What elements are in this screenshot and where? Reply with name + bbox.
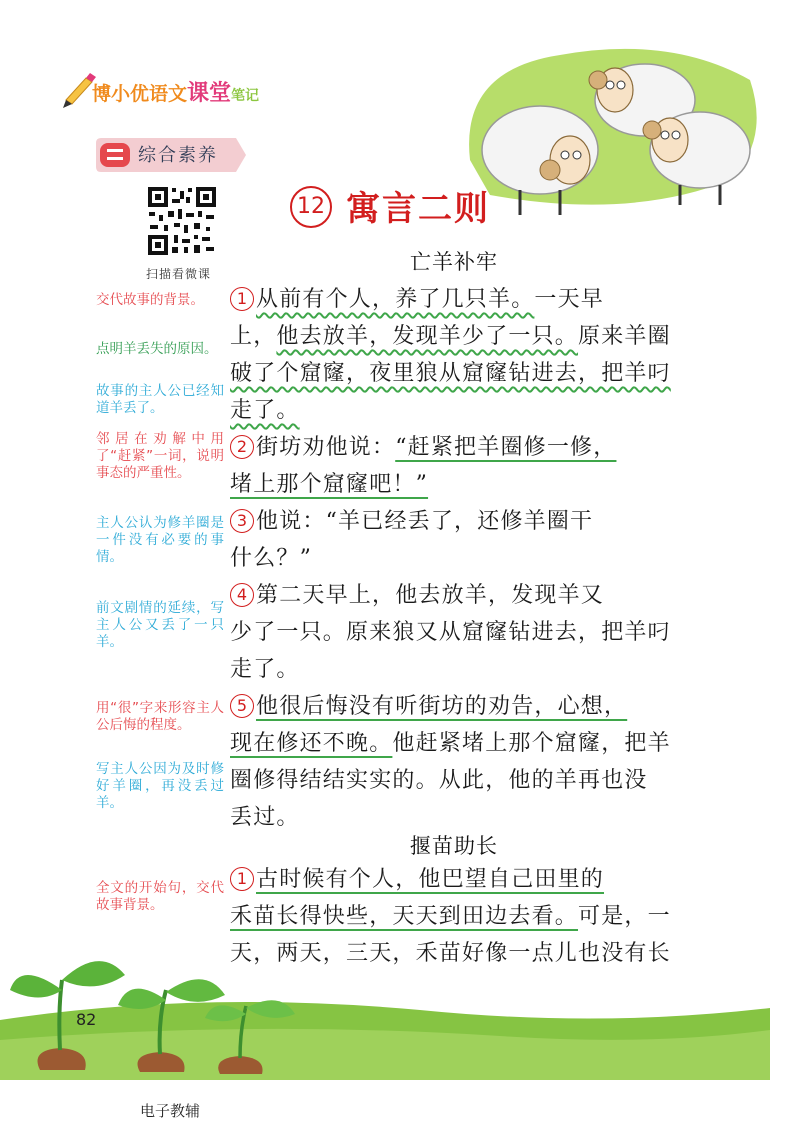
logo-part2: 课堂 xyxy=(187,81,232,106)
text-line xyxy=(230,397,680,425)
text-line xyxy=(230,508,680,536)
text-run: 圈修得结结实实的。从此，他的羊再也没 xyxy=(230,768,648,793)
story-title-2: 揠苗助长 xyxy=(410,834,498,858)
story-title-1: 亡羊补牢 xyxy=(410,250,498,274)
paragraph-number: 1 xyxy=(230,287,254,311)
text-line xyxy=(230,767,680,795)
text-run: 什么？” xyxy=(230,546,313,571)
margin-note: 写主人公因为及时修好羊圈，再没丢过羊。 xyxy=(96,761,224,811)
underlined-text: 禾苗长得快些，天天到田边去看。 xyxy=(230,904,579,929)
text-run: 他说：“羊已经丢了，还修羊圈干 xyxy=(256,509,594,534)
text-run: 他赶紧堵上那个窟窿，把羊 xyxy=(392,731,671,756)
text-run: 丢过。 xyxy=(230,805,300,830)
text-line xyxy=(230,619,680,647)
margin-note: 故事的主人公已经知道羊丢了。 xyxy=(96,383,224,416)
underlined-text: 他去放羊，发现羊少了一只。 xyxy=(276,324,579,349)
text-line xyxy=(230,471,680,499)
underlined-text: 从前有个人，养了几只羊。 xyxy=(256,287,535,312)
text-line xyxy=(230,866,680,894)
text-run: 原来羊圈 xyxy=(578,324,671,349)
margin-note: 交代故事的背景。 xyxy=(96,292,204,308)
text-run: 上， xyxy=(230,324,277,349)
paragraph-number: 1 xyxy=(230,867,254,891)
text-line xyxy=(230,804,680,832)
underlined-text: 他很后悔没有听街坊的劝告，心想， xyxy=(256,694,628,719)
text-run: 可是，一 xyxy=(578,904,671,929)
logo-part3: 笔记 xyxy=(231,88,260,104)
text-line xyxy=(230,360,680,388)
margin-note: 邻居在劝解中用了“赶紧”一词，说明事态的严重性。 xyxy=(96,431,224,481)
text-line xyxy=(230,323,680,351)
underlined-text: 堵上那个窟窿吧！” xyxy=(230,472,429,497)
paragraph-number: 3 xyxy=(230,509,254,533)
page-number: 82 xyxy=(76,1010,97,1029)
paragraph-number: 4 xyxy=(230,583,254,607)
brand-logo-text xyxy=(92,76,259,107)
text-run: 天，两天，三天，禾苗好像一点儿也没有长 xyxy=(230,941,671,966)
qr-caption: 扫描看微课 xyxy=(146,267,212,281)
section-label: 综合素养 xyxy=(138,145,218,166)
lesson-number-badge: 12 xyxy=(290,186,332,228)
text-line xyxy=(230,693,680,721)
margin-note: 点明羊丢失的原因。 xyxy=(96,341,218,357)
underlined-text: 古时候有个人，他巴望自己田里的 xyxy=(256,867,605,892)
margin-note: 用“很”字来形容主人公后悔的程度。 xyxy=(96,700,224,733)
text-line xyxy=(230,730,680,758)
paragraph-number: 2 xyxy=(230,435,254,459)
lesson-title: 寓言二则 xyxy=(346,189,490,229)
text-line xyxy=(230,656,680,684)
underlined-text: 走了。 xyxy=(230,398,300,423)
text-run: 一天早 xyxy=(534,287,605,312)
underlined-text: 破了个窟窿，夜里狼从窟窿钻进去，把羊叼 xyxy=(230,361,671,386)
text-line xyxy=(230,903,680,931)
text-line xyxy=(230,545,680,573)
margin-note: 主人公认为修羊圈是一件没有必要的事情。 xyxy=(96,515,224,565)
text-run: 街坊劝他说： xyxy=(256,435,396,460)
text-run: 走了。 xyxy=(230,657,300,682)
seedling-ground-illustration xyxy=(0,950,800,1080)
underlined-text: “赶紧把羊圈修一修， xyxy=(395,435,617,460)
text-line xyxy=(230,434,680,462)
text-run: 少了一只。原来狼又从窟窿钻进去，把羊叼 xyxy=(230,620,671,645)
logo-part1: 博小优语文 xyxy=(92,83,188,105)
text-line xyxy=(230,286,680,314)
footer-label: 电子教辅 xyxy=(140,1102,201,1120)
text-run: 第二天早上，他去放羊，发现羊又 xyxy=(256,583,605,608)
underlined-text: 现在修还不晚。 xyxy=(230,731,393,756)
paragraph-number: 5 xyxy=(230,694,254,718)
qr-code-icon[interactable] xyxy=(146,185,218,257)
text-line xyxy=(230,582,680,610)
margin-note: 全文的开始句，交代故事背景。 xyxy=(96,880,224,913)
margin-note: 前文剧情的延续，写主人公又丢了一只羊。 xyxy=(96,600,224,650)
